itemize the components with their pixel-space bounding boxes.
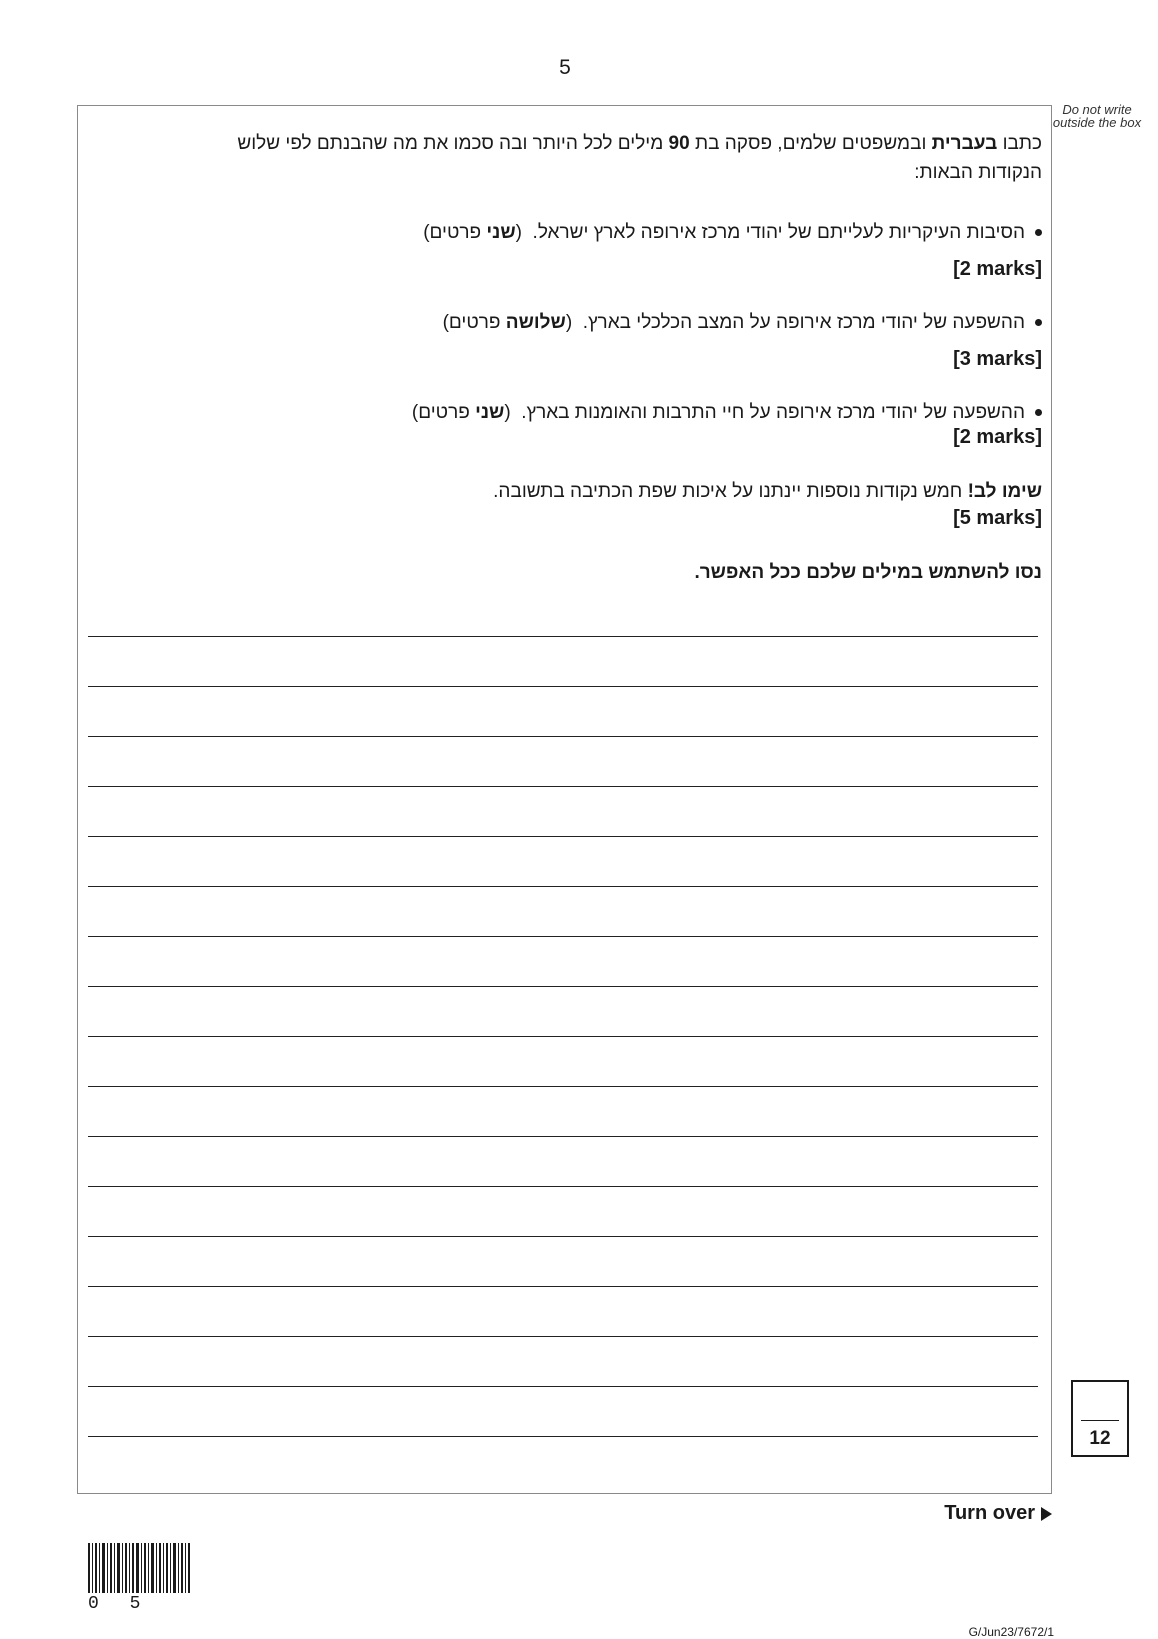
score-box <box>1071 1380 1129 1457</box>
barcode-number: 0 5 <box>88 1594 151 1614</box>
answer-line[interactable] <box>88 1036 1038 1037</box>
bullet-count: שלושה <box>505 312 566 333</box>
answer-line[interactable] <box>88 1436 1038 1437</box>
answer-line[interactable] <box>88 686 1038 687</box>
answer-line[interactable] <box>88 636 1038 637</box>
bullet-dot-icon <box>1035 409 1042 416</box>
answer-line[interactable] <box>88 1136 1038 1137</box>
note-label: שימו לב! <box>967 481 1042 502</box>
own-words-reminder: נסו להשתמש במילים שלכם ככל האפשר. <box>694 562 1042 583</box>
bullet-point <box>322 308 1042 337</box>
bullet-paren-rest: פרטים) <box>423 222 487 243</box>
bullet-paren-rest: פרטים) <box>411 402 476 423</box>
instruction-text: ובמשפטים שלמים, פסקה בת <box>689 133 932 154</box>
play-arrow-icon <box>1041 1507 1052 1521</box>
bullet-point <box>322 398 1042 427</box>
question-instruction <box>212 129 1042 187</box>
answer-line[interactable] <box>88 886 1038 887</box>
bullet-marks: [2 marks] <box>953 426 1042 448</box>
answer-line[interactable] <box>88 986 1038 987</box>
bullet-text: ההשפעה של יהודי מרכז אירופה על המצב הכלכלי בארץ. <box>582 312 1025 333</box>
margin-note: Do not write outside the box <box>1052 102 1142 130</box>
answer-line[interactable] <box>88 1286 1038 1287</box>
note-marks: [5 marks] <box>953 507 1042 529</box>
score-total: 12 <box>1089 1428 1111 1449</box>
instruction-text: מילים לכל היותר ובה סכמו את מה שהבנתם לפי שלוש הנקודות הבאות: <box>237 133 1042 183</box>
turn-over-label: Turn over <box>944 1502 1035 1524</box>
bullet-marks: [2 marks] <box>953 258 1042 280</box>
bullet-paren: ( <box>515 222 522 243</box>
turn-over <box>944 1502 1052 1525</box>
instruction-word-limit: 90 <box>668 133 690 154</box>
answer-line[interactable] <box>88 786 1038 787</box>
bullet-text: הסיבות העיקריות לעלייתם של יהודי מרכז אירופה לארץ ישראל. <box>532 222 1025 243</box>
answer-line[interactable] <box>88 1186 1038 1187</box>
bullet-count: שני <box>475 402 505 423</box>
answer-line[interactable] <box>88 1336 1038 1337</box>
answer-line[interactable] <box>88 1086 1038 1087</box>
answer-line[interactable] <box>88 1386 1038 1387</box>
page-number: 5 <box>559 56 571 79</box>
bullet-point <box>322 218 1042 247</box>
bullet-dot-icon <box>1035 319 1042 326</box>
bullet-paren: ( <box>565 312 573 333</box>
instruction-bold-language: בעברית <box>931 133 998 154</box>
bullet-paren-rest: פרטים) <box>442 312 506 333</box>
bullet-dot-icon <box>1035 229 1042 236</box>
answer-line[interactable] <box>88 936 1038 937</box>
bullet-count: שני <box>486 222 516 243</box>
bullet-text: ההשפעה של יהודי מרכז אירופה על חיי התרבות והאומנות בארץ. <box>521 402 1025 423</box>
instruction-text: כתבו <box>997 133 1042 154</box>
score-rule <box>1081 1420 1119 1421</box>
exam-code: G/Jun23/7672/1 <box>968 1625 1054 1639</box>
barcode-icon <box>88 1543 192 1593</box>
bullet-paren: ( <box>504 402 511 423</box>
answer-line[interactable] <box>88 1236 1038 1237</box>
answer-line[interactable] <box>88 836 1038 837</box>
bullet-marks: [3 marks] <box>953 348 1042 370</box>
note-text: חמש נקודות נוספות יינתנו על איכות שפת הכתיבה בתשובה. <box>493 481 968 502</box>
quality-note <box>322 477 1042 506</box>
answer-line[interactable] <box>88 736 1038 737</box>
